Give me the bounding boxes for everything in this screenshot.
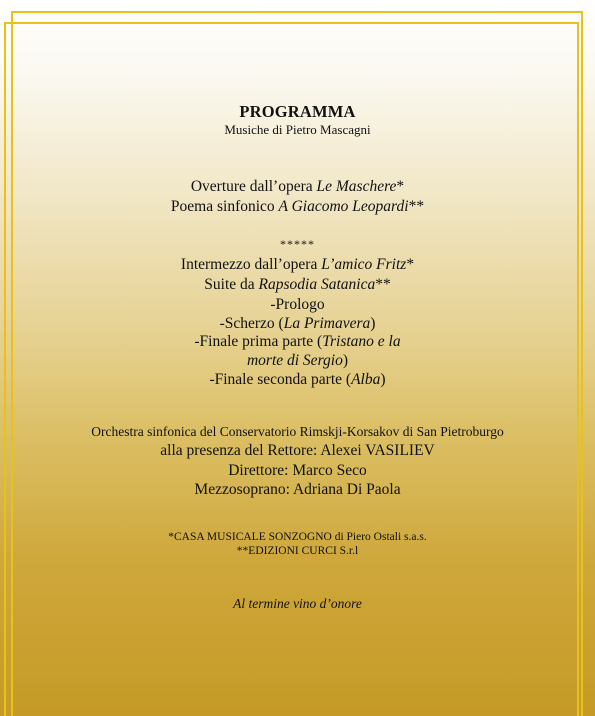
program-item xyxy=(0,276,595,294)
program-item-prefix: Intermezzo dall’opera xyxy=(180,256,322,273)
program-item-title: L’amico Fritz xyxy=(321,256,407,273)
program-item-prefix: Overture dall’opera xyxy=(190,178,317,195)
program-item xyxy=(0,178,595,196)
page-subtitle: Musiche di Pietro Mascagni xyxy=(224,122,371,137)
program-item-suffix: ) xyxy=(380,371,386,388)
program-item-title: Le Maschere xyxy=(316,178,397,195)
program-item-prefix: -Prologo xyxy=(270,296,325,313)
orchestra-line: Orchestra sinfonica del Conservatorio Rimskji-Korsakov di San Pietroburgo xyxy=(91,424,504,439)
closing-note: Al termine vino d’onore xyxy=(233,596,362,611)
program-item-suffix: ) xyxy=(370,315,376,332)
program-item xyxy=(0,198,595,216)
program-item-suffix: ** xyxy=(375,276,391,293)
program-item xyxy=(0,371,595,389)
program-item-title: Tristano e la xyxy=(322,333,401,350)
program-item-title: A Giacomo Leopardi xyxy=(278,198,409,215)
program-item-suffix: ) xyxy=(342,352,349,369)
conductor-line: Direttore: Marco Seco xyxy=(228,462,367,479)
program-item-suffix: * xyxy=(406,256,415,273)
program-item-prefix: -Finale seconda parte ( xyxy=(209,371,352,388)
program-item-suffix: * xyxy=(396,178,405,195)
program-item-prefix: -Scherzo ( xyxy=(219,315,284,332)
program-item-title: Alba xyxy=(351,371,381,388)
program-item-prefix: Suite da xyxy=(204,276,259,293)
program-item-suffix: ** xyxy=(408,198,425,215)
program-item xyxy=(0,333,595,351)
program-item-prefix: Poema sinfonico xyxy=(170,198,279,215)
publisher-line-2: **EDIZIONI CURCI S.r.l xyxy=(236,545,359,557)
program-item xyxy=(0,315,595,333)
program-item-prefix: -Finale prima parte ( xyxy=(194,333,323,350)
program-item-title: Rapsodia Satanica xyxy=(258,276,376,293)
program-item xyxy=(0,296,595,314)
page-title: PROGRAMMA xyxy=(239,102,356,121)
rector-line: alla presenza del Rettore: Alexei VASILIEV xyxy=(160,442,435,459)
publisher-line-1: *CASA MUSICALE SONZOGNO di Piero Ostali s.a.s. xyxy=(168,531,427,543)
separator: ***** xyxy=(280,237,315,251)
mezzo-line: Mezzosoprano: Adriana Di Paola xyxy=(194,481,401,498)
program-item-title: morte di Sergio xyxy=(246,352,343,369)
program-item xyxy=(0,256,595,274)
program-item-title: La Primavera xyxy=(283,315,371,332)
program-item xyxy=(0,352,595,370)
